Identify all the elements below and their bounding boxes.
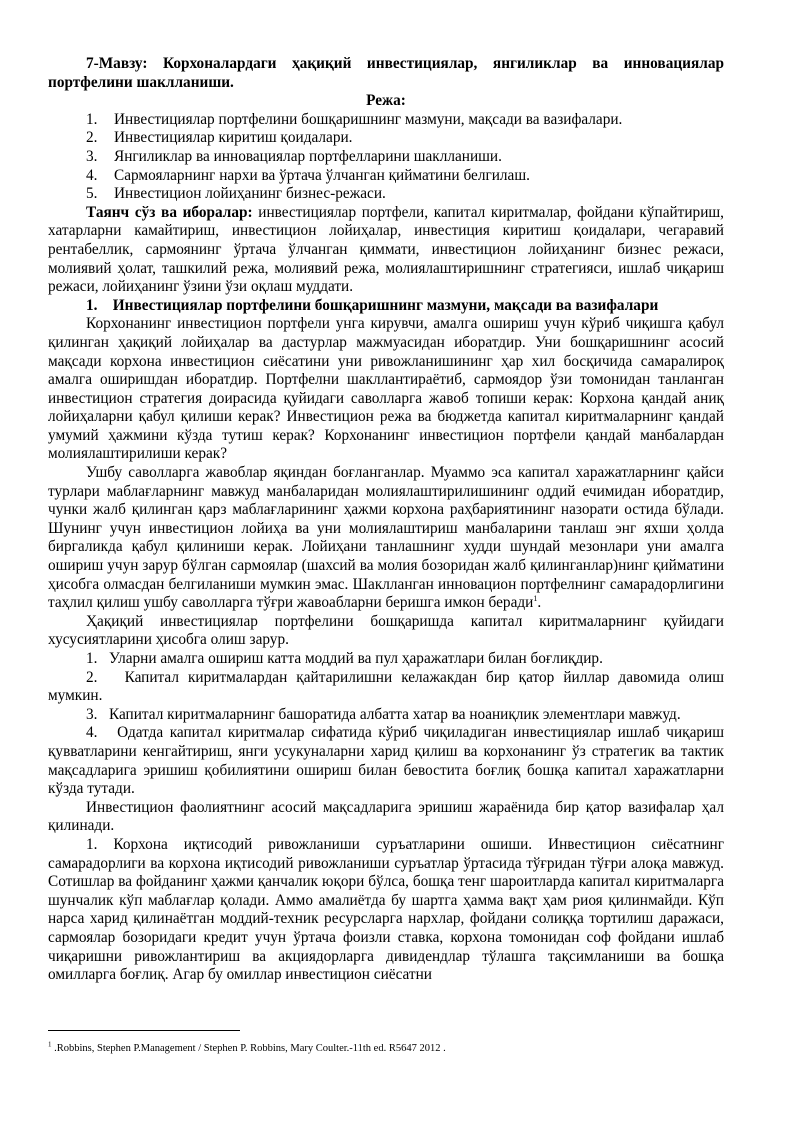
- footnote-mark: 1: [48, 1040, 52, 1049]
- section-heading: 1. Инвестициялар портфелини бошқаришнинг мазмуни, мақсади ва вазифалари: [86, 296, 659, 314]
- list-item: 5. Инвестицион лойиҳанинг бизнес-режаси.: [86, 185, 386, 203]
- footnote-ref[interactable]: 1: [533, 594, 538, 604]
- footnote: [48, 1042, 724, 1055]
- list-item: 3. Капитал киритмаларнинг башоратида албатта хатар ва ноаниқлик элементлари мавжуд.: [86, 705, 681, 723]
- plan-heading: Режа:: [366, 92, 406, 110]
- keywords-paragraph: [48, 204, 724, 297]
- list-item: 1. Уларни амалга ошириш катта моддий ва пул ҳаражатлари билан боғлиқдир.: [86, 650, 603, 667]
- keywords-label: Таянч сўз ва иборалар:: [86, 203, 253, 221]
- paragraph: 1. Корхона иқтисодий ривожланиши суръатларини ошиши. Инвестицион сиёсатнинг самарадорлиги ва корхона иқтисодий ривожланиши суръатлар ўртасида тўғридан тўғри алоқа мавжуд. Сотишлар ва фойданинг ҳажми қанчалик юқори бўлса, бошқа тенг шароитларда капитал киритмаларга шунчалик кўп маблағлар қолади. Аммо амалиётда бу шартга ҳамма вақт ҳам риоя қилинмайди. Кўп нарса харид қилинаётган моддий-техник ресурсларга нархлар, фойдани солиққа тортилиш даражаси, сармоялар бозоридаги кредит учун ўртача фоизли ставка, корхона томонидан соф фойдани ишлаб чиқаришни ривожлантириш ва акциядорларга дивидендлар тўлашга тақсимланиши ва бошқа омилларга боғлиқ. Агар бу омиллар инвестицион сиёсатни: [48, 835, 724, 984]
- paragraph: Корхонанинг инвестицион портфели унга кирувчи, амалга ошириш учун кўриб чиқишга қабул қилинган ҳақиқий лойиҳалар ва дастурлар мажмуасидан иборатдир. Уни бошқаришнинг асосий мақсади корхона инвестицион сиёсатини уни ривожланишининг ҳар хил босқичида самаралироқ амалга оширишдан иборатдир. Портфелни шакллантираётиб, сармоядор ўзи томонидан танланган инвестицион стратегия доирасида қуйидаги саволларга жавоб топиши керак: Корхона қандай аниқ лойиҳаларни қабул қилиши керак? Инвестицион режа ва бюджетда капитал киритмаларнинг қандай умумий ҳажмини кўзда тутиш керак? Корхонанинг инвестицион портфели қандай манбалардан молиялаштирилиши керак?: [48, 315, 724, 463]
- paragraph: Инвестицион фаолиятнинг асосий мақсадларига эришиш жараёнида бир қатор вазифалар ҳал қилинади.: [48, 798, 724, 835]
- list-item: 3. Янгиликлар ва инновациялар портфелларини шаклланиши.: [86, 147, 502, 165]
- list-item: 2. Капитал киритмалардан қайтарилишни келажакдан бир қатор йиллар давомида олиш мумкин.: [48, 668, 724, 705]
- paragraph: Ҳақиқий инвестициялар портфелини бошқаришда капитал киритмаларнинг қуйидаги хусусиятларини ҳисобга олиш зарур.: [48, 612, 724, 649]
- plan-list: [48, 111, 724, 204]
- keywords-text: инвестициялар портфели, капитал киритмалар, фойдани кўпайтириш, хатарларни камайтириш, инвестицион лойиҳалар, инвестиция киритиш қоидалари, чегаравий рентабеллик, сармоянинг ўртача ўлчанган қиммати, инвестицион лойиҳанинг бизнес режаси, молиявий ҳолат, ташкилий режа, молиявий режа, молиялаштиришнинг стратегияси, ишлаб чиқариш режаси, лойиҳанинг ўзини ўзи оқлаш муддати.: [48, 203, 724, 296]
- footnote-divider: [48, 1030, 240, 1031]
- page-title: 7-Мавзу: Корхоналардаги ҳақиқий инвестициялар, янгиликлар ва инновациялар портфелини шаклланиши.: [48, 55, 724, 91]
- footnote-text: .Robbins, Stephen P.Management / Stephen P. Robbins, Mary Coulter.-11th ed. R5647 2012 .: [51, 1043, 446, 1054]
- list-item: 1. Инвестициялар портфелини бошқаришнинг мазмуни, мақсади ва вазифалари.: [86, 110, 623, 128]
- list-item: 4. Одатда капитал киритмалар сифатида кўриб чиқиладиган инвестициялар ишлаб чиқариш қувватларини кенгайтириш, янги усукуналарни харид қилиш ва корхонанинг ўз стратегик ва тактик мақсадларига эришиш қобилиятини ошириш билан бевостита боғлиқ бошқа капитал харажатларни кўзда тутади.: [48, 724, 724, 798]
- list-item: 2. Инвестициялар киритиш қоидалари.: [86, 129, 353, 147]
- document-page: [48, 55, 724, 985]
- list-item: 4. Сармояларнинг нархи ва ўртача ўлчанган қийматини белгилаш.: [86, 166, 530, 184]
- paragraph: Ушбу саволларга жавоблар яқиндан боғланганлар. Муаммо эса капитал харажатларнинг қайси турлари маблағларнинг мавжуд манбаларидан молиялаштирилишининг оддий ечимидан иборатдир, чунки жалб қилинган қарз маблағларининг ҳажми корхона раҳбариятининг назорати остида бўлади. Шунинг учун инвестицион лойиҳа ва уни молиялаштириш манбаларини танлаш энг яхши ҳолда биргаликда қабул қилиниши керак. Лойиҳани танлашнинг худди шундай мезонлари уни амалга ошириш учун зарур бўлган сармоялар (шахсий ва молия бозоридан жалб қилинганлар)нинг қийматини ҳисобга олмасдан белгиланиши мумкин эмас. Шаклланган инновацион портфелнинг самарадорлигини таҳлил қилиш ушбу саволларга тўғри жавоабларни беришга имкон беради$^1$.: [48, 464, 724, 612]
